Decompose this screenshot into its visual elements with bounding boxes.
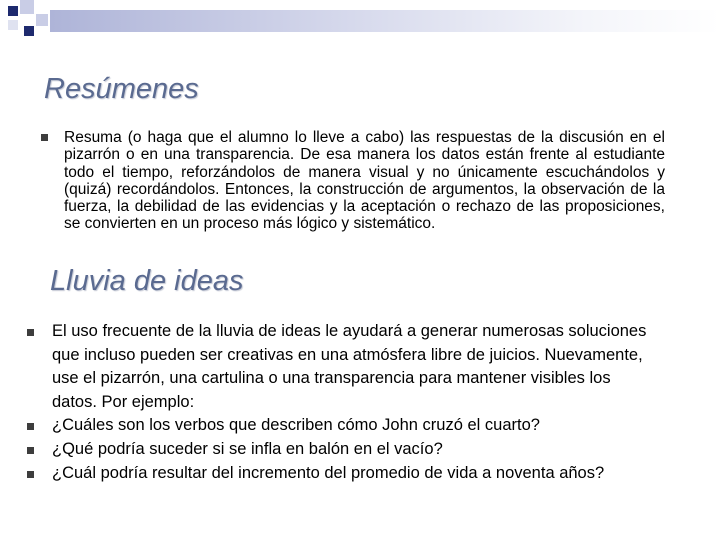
section-title-lluvia-de-ideas: Lluvia de ideas <box>50 265 244 297</box>
square-bullet-icon <box>27 471 34 478</box>
square-bullet-icon <box>27 447 34 454</box>
square-bullet-icon <box>27 423 34 430</box>
square-bullet-icon <box>41 134 48 141</box>
bullet-text-example-3: ¿Cuál podría resultar del incremento del promedio de vida a noventa años? <box>52 464 605 482</box>
decorative-square <box>36 14 48 26</box>
header-gradient-bar <box>50 10 720 32</box>
section-title-resumenes: Resúmenes <box>44 73 199 105</box>
square-bullet-icon <box>27 329 34 336</box>
decorative-square <box>8 20 18 30</box>
decorative-square <box>8 6 18 16</box>
bullet-text-resumenes: Resuma (o haga que el alumno lo lleve a cabo) las respuestas de la discusión en el pizarrón o en una transparencia. De esa manera los datos están frente al estudiante todo el tiempo, reforzándolos de manera visual y no únicamente escuchándolos y (quizá) recordándolos. Entonces, la construcción de argumentos, la observación de la fuerza, la debilidad de las evidencias y la aceptación o rechazo de las proposiciones, se convierten en un proceso más lógico y sistemático. <box>64 129 665 233</box>
decorative-square <box>24 26 34 36</box>
decorative-square <box>20 0 34 14</box>
bullet-text-example-2: ¿Qué podría suceder si se infla en balón en el vacío? <box>52 440 443 458</box>
bullet-text-example-1: ¿Cuáles son los verbos que describen cómo John cruzó el cuarto? <box>52 416 540 434</box>
bullet-text-lluvia-intro: El uso frecuente de la lluvia de ideas le ayudará a generar numerosas soluciones que incluso pueden ser creativas en una atmósfera libre de juicios. Nuevamente, use el pizarrón, una cartulina o una transparencia para mantener visibles los datos. Por ejemplo: <box>52 322 647 411</box>
